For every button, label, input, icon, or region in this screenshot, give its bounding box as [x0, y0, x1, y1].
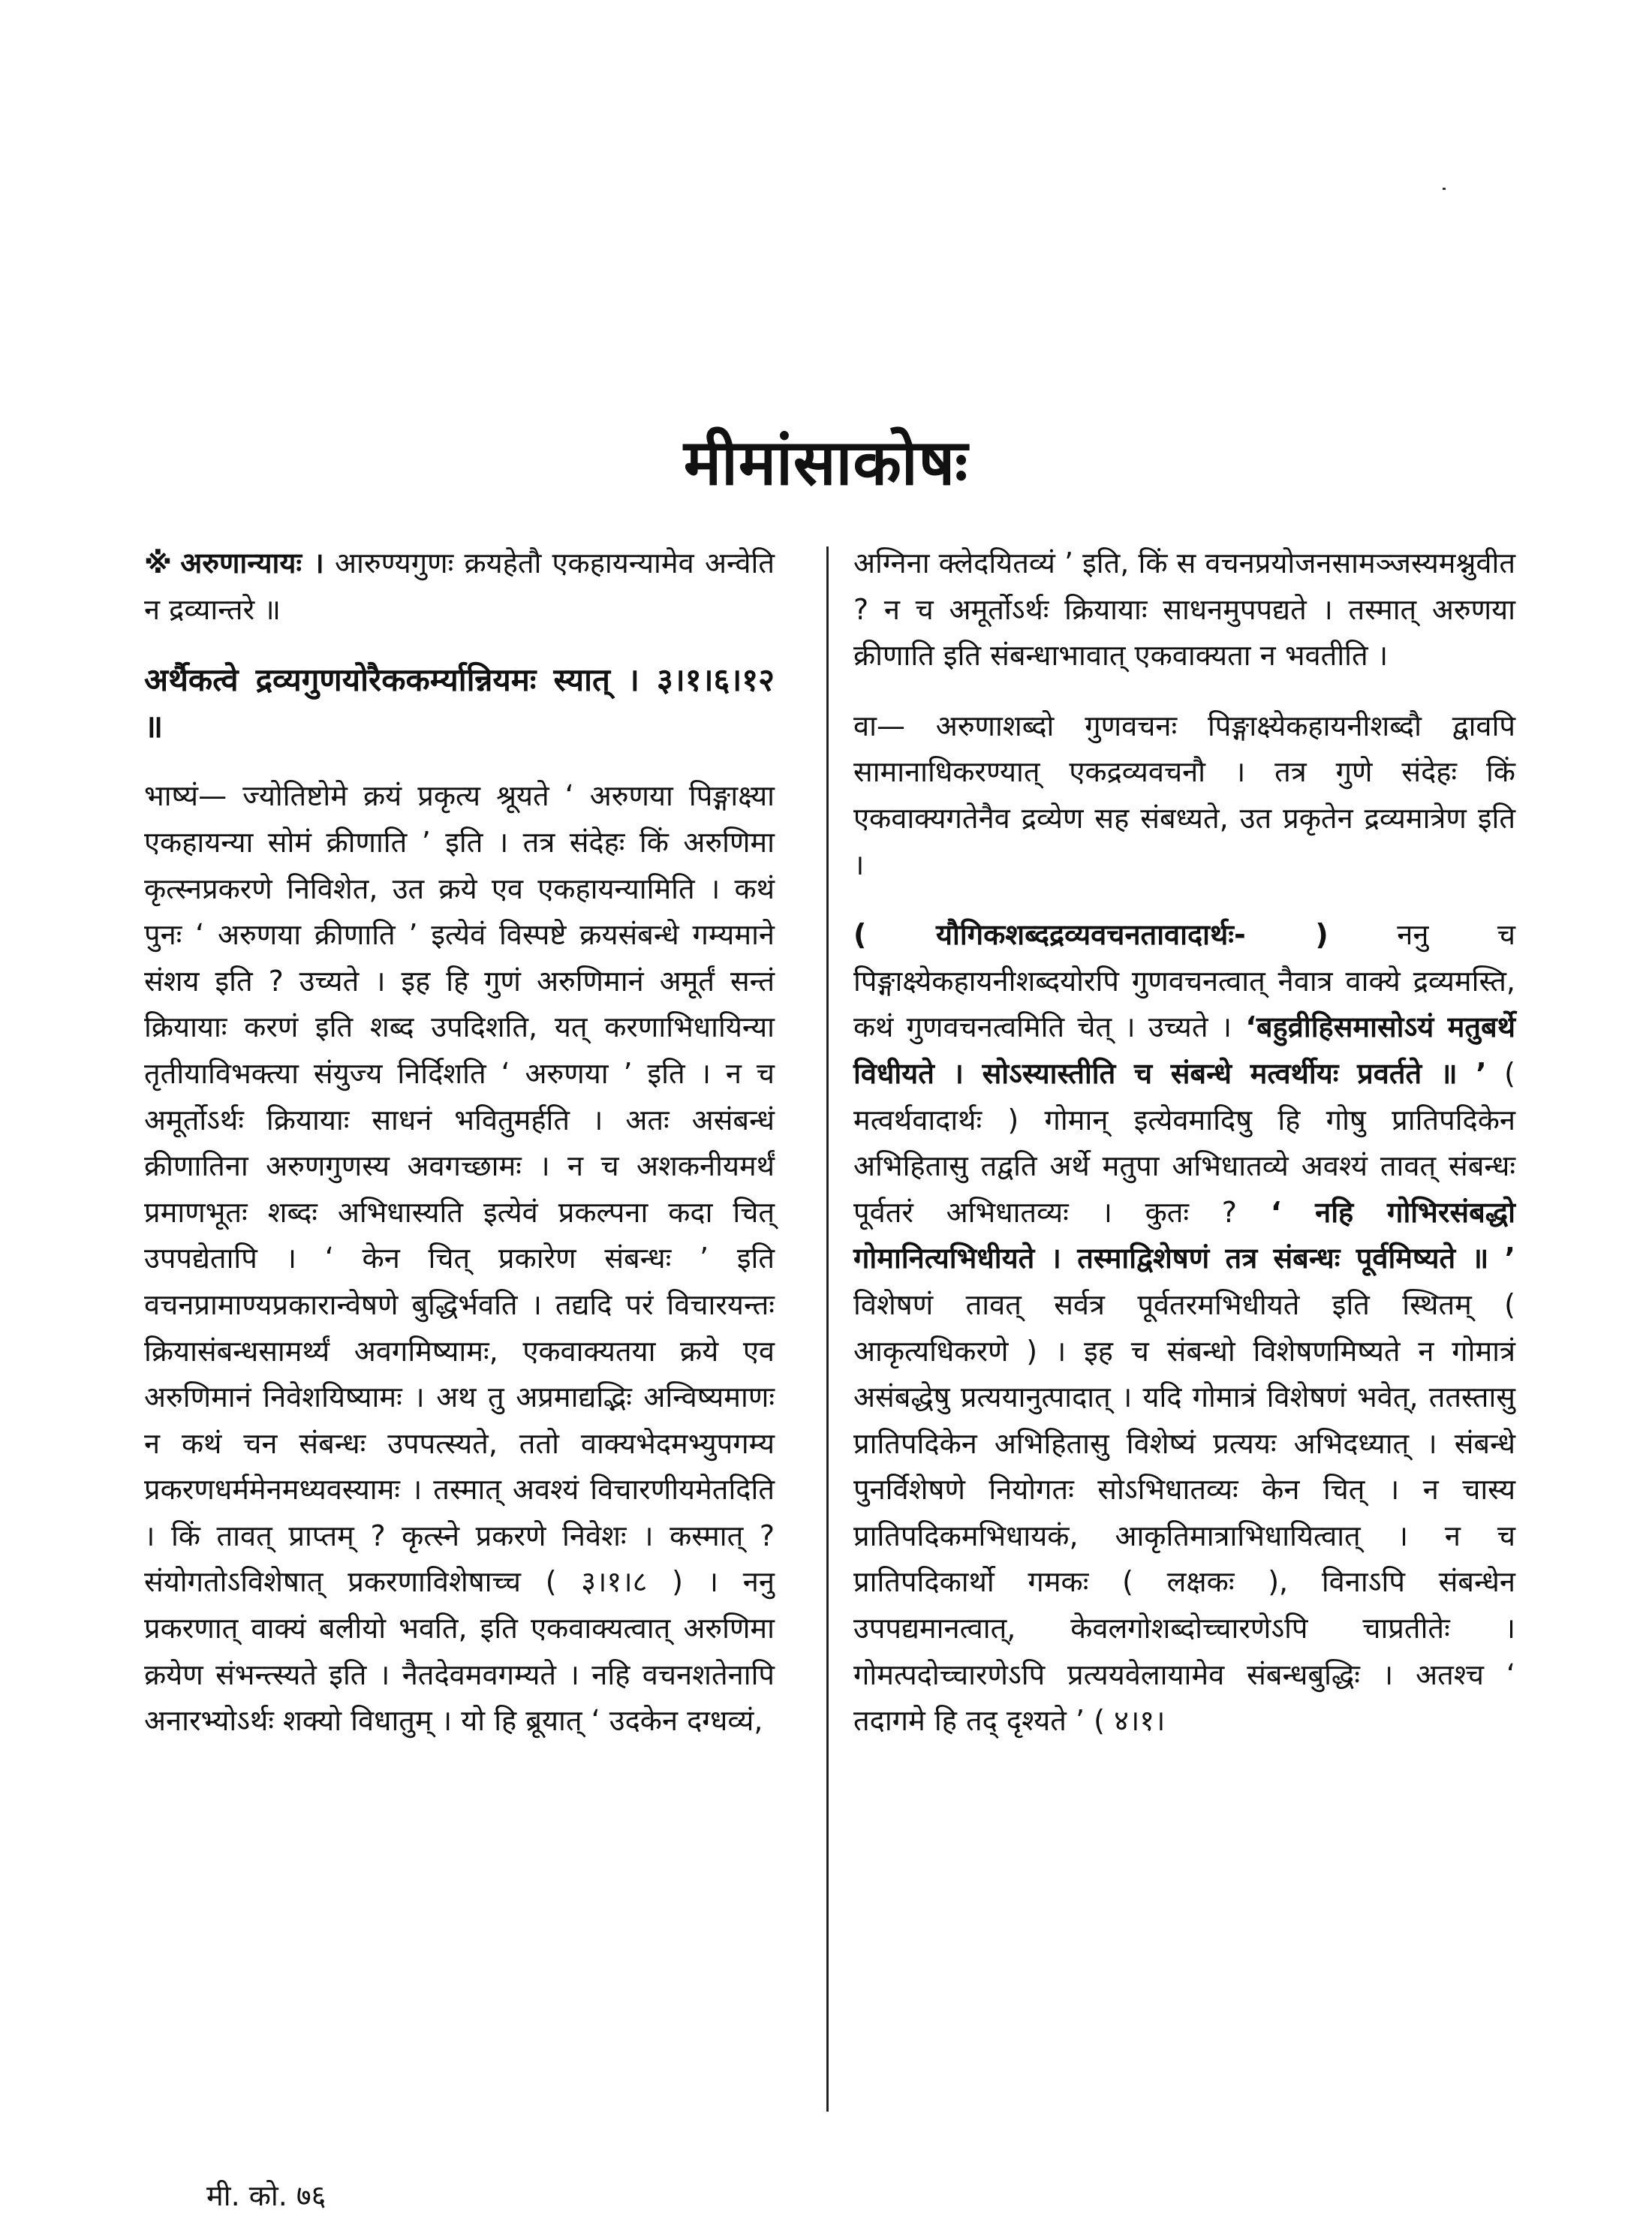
- discussion-text-c: विशेषणं तावत् सर्वत्र पूर्वतरमभिधीयते इति स्थितम् ( आकृत्यधिकरणे ) । इह च संबन्धो विशेषणमिष्यते न गोमात्रं असंबद्धेषु प्रत्ययानुत्पादात् । यदि गोमात्रं विशेषणं भवेत्, ततस्तासु प्रातिपदिकेन अभिहितासु विशेष्यं प्रत्ययः अभिदध्यात् । संबन्धे पुनर्विशेषणे नियोगतः सोऽभिधातव्यः केन चित् । न चास्य प्रातिपदिकमभिधायकं, आकृतिमात्राभिधायित्वात् । न च प्रातिपदिकार्थो गमकः ( लक्षकः ), विनाऽपि संबन्धेन उपपद्यमानत्वात्, केवलगोशब्दोच्चारणेऽपि चाप्रतीतेः । गोमत्पदोच्चारणेऽपि प्रत्ययवेलायामेव संबन्धबुद्धिः । अतश्च ‘ तदागमे हि तद् दृश्यते ’ ( ४।१।: [853, 1287, 1515, 1738]
- sutra-text: अर्थैकत्वे द्रव्यगुणयोरैककर्म्यान्नियमः स्यात् । ३।१।६।१२ ॥: [144, 661, 775, 745]
- entry-mark-icon: ※: [144, 546, 172, 580]
- discussion-text-b: ( मत्वर्थवादार्थः ) गोमान् इत्येवमादिषु हि गोषु प्रातिपदिकेन अभिहितासु तद्वति अर्थे मतुपा अभिधातव्ये अवश्यं तावत् संबन्धः पूर्वतरं अभिधातव्यः । कुतः ?: [853, 1056, 1515, 1229]
- continuation-paragraph: अग्निना क्लेदयितव्यं ’ इति, किं स वचनप्रयोजनसामञ्जस्यमश्नुवीत ? न च अमूर्तोऽर्थः क्रियायाः साधनमुपपद्यते । तस्मात् अरुणया क्रीणाति इति संबन्धाभावात् एकवाक्यता न भवतीति ।: [853, 546, 1515, 673]
- vartika-paragraph: वा— अरुणाशब्दो गुणवचनः पिङ्गाक्ष्येकहायनीशब्दौ द्वावपि सामानाधिकरण्यात् एकद्रव्यवचनौ । तत्र गुणे संदेहः किं एकवाक्यगतेनैव द्रव्येण सह संबध्यते, उत प्रकृतेन द्रव्यमात्रेण इति ।: [853, 709, 1515, 881]
- entry-heading: अरुणान्यायः ।: [180, 546, 324, 580]
- left-column: [144, 540, 775, 1745]
- page-title: मीमांसाकोषः: [683, 426, 969, 499]
- entry-text: आरुण्यगुणः क्रयहेतौ एकहायन्यामेव अन्वेति न द्रव्यान्तरे ॥: [144, 546, 775, 626]
- scan-speck: [1443, 188, 1446, 190]
- discussion-text-a: ननु च पिङ्गाक्ष्येकहायनीशब्दयोरपि गुणवचनत्वात् नैवात्र वाक्ये द्रव्यमस्ति, कथं गुणवचनत्वमिति चेत् । उच्यते ।: [853, 918, 1516, 1044]
- quoted-verse-1: ‘बहुव्रीहिसमासोऽयं मतुबर्थे विधीयते । सोऽस्यास्तीति च संबन्धे मत्वर्थीयः प्रवर्तते ॥ ’: [853, 1010, 1515, 1090]
- entry-paragraph: [144, 540, 775, 633]
- discussion-paragraph: [853, 912, 1515, 1745]
- column-divider: [826, 546, 829, 2112]
- page-footer: मी. को. ७६: [206, 2179, 326, 2212]
- quoted-verse-2: ‘ नहि गोभिरसंबद्धो गोमानित्यभिधीयते । तस्माद्विशेषणं तत्र संबन्धः पूर्वमिष्यते ॥ ’: [853, 1195, 1515, 1275]
- right-column: [853, 540, 1515, 1745]
- section-heading: ( यौगिकशब्दद्रव्यवचनतावादार्थः- ): [853, 918, 1329, 952]
- bhashya-text: भाष्यं— ज्योतिष्टोमे क्रयं प्रकृत्य श्रूयते ‘ अरुणया पिङ्गाक्ष्या एकहायन्या सोमं क्रीणाति ’ इति । तत्र संदेहः किं अरुणिमा कृत्स्नप्रकरणे निविशेत, उत क्रये एव एकहायन्यामिति । कथं पुनः ‘ अरुणया क्रीणाति ’ इत्येवं विस्पष्टे क्रयसंबन्धे गम्यमाने संशय इति ? उच्यते । इह हि गुणं अरुणिमानं अमूर्तं सन्तं क्रियायाः करणं इति शब्द उपदिशति, यत् करणाभिधायिन्या तृतीयाविभक्त्या संयुज्य निर्दिशति ‘ अरुणया ’ इति । न च अमूर्तोऽर्थः क्रियायाः साधनं भवितुमर्हति । अतः असंबन्धं क्रीणातिना अरुणगुणस्य अवगच्छामः । न च अशकनीयमर्थं प्रमाणभूतः शब्दः अभिधास्यति इत्येवं प्रकल्पना कदा चित् उपपद्येतापि । ‘ केन चित् प्रकारेण संबन्धः ’ इति वचनप्रामाण्यप्रकारान्वेषणे बुद्धिर्भवति । तद्यदि परं विचारयन्तः क्रियासंबन्धसामर्थ्यं अवगमिष्यामः, एकवाक्यतया क्रये एव अरुणिमानं निवेशयिष्यामः । अथ तु अप्रमाद्यद्भिः अन्विष्यमाणः न कथं चन संबन्धः उपपत्स्यते, ततो वाक्यभेदमभ्युपगम्य प्रकरणधर्ममेनमध्यवस्यामः । तस्मात् अवश्यं विचारणीयमेतदिति । किं तावत् प्राप्तम् ? कृत्स्ने प्रकरणे निवेशः । कस्मात् ? संयोगतोऽविशेषात् प्रकरणाविशेषाच्च ( ३।१।८ ) । ननु प्रकरणात् वाक्यं बलीयो भवति, इति एकवाक्यत्वात् अरुणिमा क्रयेण संभन्त्स्यते इति । नैतदेवमवगम्यते । नहि वचनशतेनापि अनारभ्योऽर्थः शक्यो विधातुम् । यो हि ब्रूयात् ‘ उदकेन दग्धव्यं,: [144, 779, 775, 1738]
